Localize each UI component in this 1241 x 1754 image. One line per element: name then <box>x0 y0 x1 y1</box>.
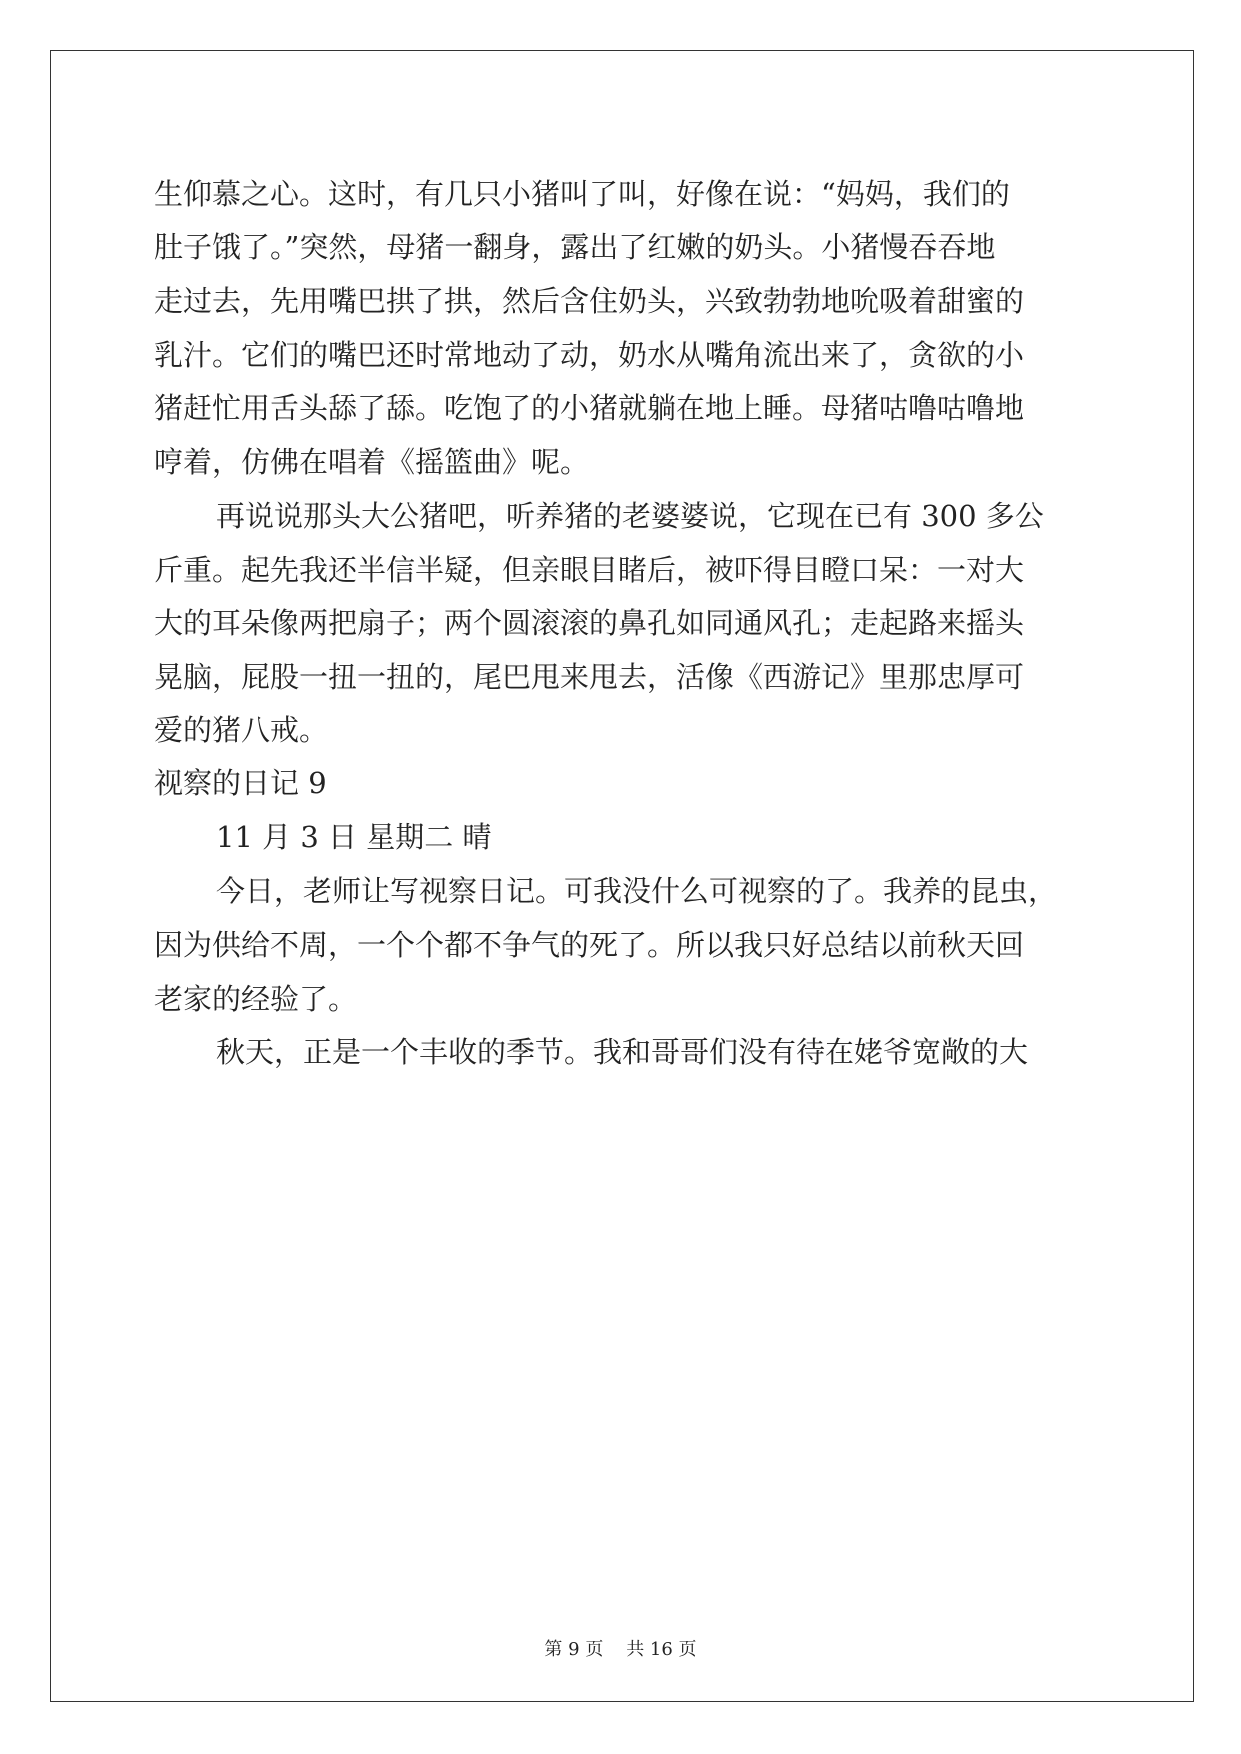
page-number-footer: 第 9 页 共 16 页 <box>544 1639 697 1660</box>
text-line: 走过去，先用嘴巴拱了拱，然后含住奶头，兴致勃勃地吮吸着甜蜜的 <box>154 284 1025 318</box>
text-line: 斤重。起先我还半信半疑，但亲眼目睹后，被吓得目瞪口呆：一对大 <box>154 553 1025 587</box>
text-line: 再说说那头大公猪吧，听养猪的老婆婆说，它现在已有 300 多公 <box>216 499 1044 533</box>
text-line: 猪赶忙用舌头舔了舔。吃饱了的小猪就躺在地上睡。母猪咕噜咕噜地 <box>154 391 1025 425</box>
text-line: 晃脑，屁股一扭一扭的，尾巴甩来甩去，活像《西游记》里那忠厚可 <box>154 660 1025 694</box>
text-line: 因为供给不周，一个个都不争气的死了。所以我只好总结以前秋天回 <box>154 928 1025 962</box>
text-line: 今日，老师让写视察日记。可我没什么可视察的了。我养的昆虫， <box>216 874 1058 908</box>
diary-date-line: 11 月 3 日 星期二 晴 <box>216 820 492 854</box>
text-line: 大的耳朵像两把扇子；两个圆滚滚的鼻孔如同通风孔；走起路来摇头 <box>154 606 1025 640</box>
text-line: 爱的猪八戒。 <box>154 713 329 747</box>
section-heading: 视察的日记 9 <box>154 766 327 800</box>
text-line: 老家的经验了。 <box>154 982 358 1016</box>
text-line: 肚子饿了。”突然，母猪一翻身，露出了红嫩的奶头。小猪慢吞吞地 <box>154 230 996 264</box>
text-line: 乳汁。它们的嘴巴还时常地动了动，奶水从嘴角流出来了，贪欲的小 <box>154 338 1025 372</box>
text-line: 生仰慕之心。这时，有几只小猪叫了叫，好像在说：“妈妈，我们的 <box>154 177 1010 211</box>
text-line: 秋天，正是一个丰收的季节。我和哥哥们没有待在姥爷宽敞的大 <box>216 1035 1029 1069</box>
text-line: 哼着，仿佛在唱着《摇篮曲》呢。 <box>154 445 590 479</box>
